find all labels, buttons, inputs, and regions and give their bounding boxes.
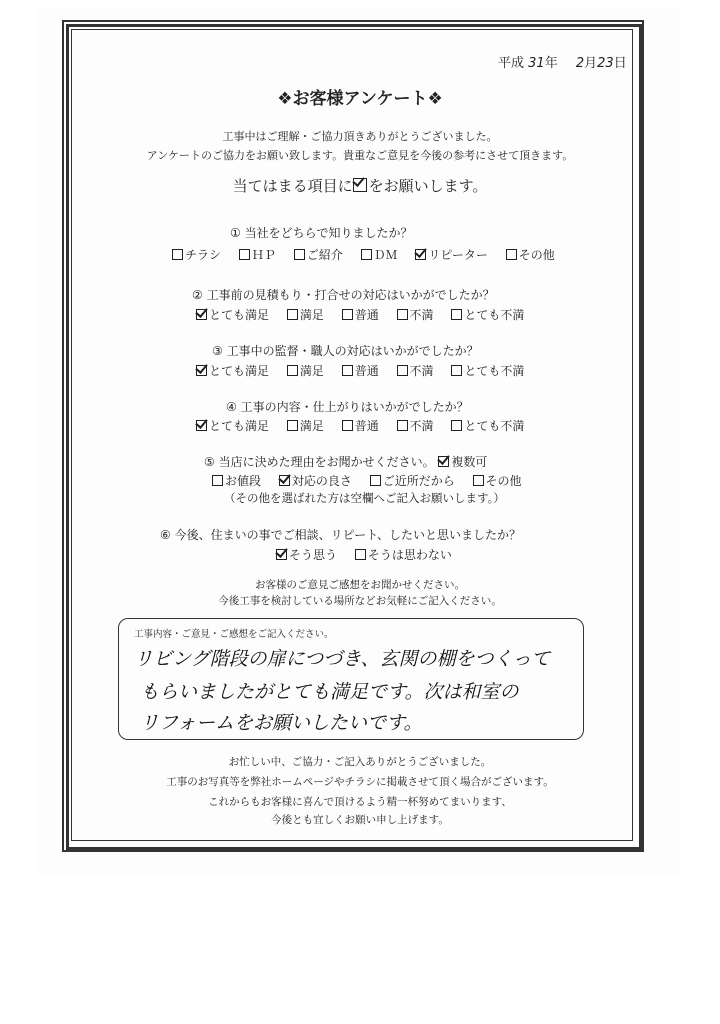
- q4-option-satisfied[interactable]: [287, 419, 324, 433]
- option-label: とても満足: [209, 308, 270, 322]
- checkbox-icon[interactable]: [451, 309, 462, 320]
- q5-option-service[interactable]: [279, 474, 352, 488]
- option-label: チラシ: [185, 248, 222, 262]
- question-5-text: ⑤ 当店に決めた理由をお聞かせください。: [204, 455, 435, 469]
- q3-option-very-satisfied[interactable]: [196, 364, 269, 378]
- closing-line-4: 今後とも宜しくお願い申し上げます。: [271, 814, 449, 826]
- instruction-after: をお願いします。: [368, 177, 488, 195]
- instruction: [0, 175, 720, 196]
- question-3: ③ 工事中の監督・職人の対応はいかがでしたか？: [212, 344, 479, 358]
- q5-option-nearby[interactable]: [370, 474, 455, 488]
- checkbox-icon[interactable]: [287, 420, 298, 431]
- q3-options: [196, 362, 538, 379]
- checkbox-icon[interactable]: [370, 475, 381, 486]
- feedback-prompt-2: 今後工事を検討している場所などお気軽にご記入ください。: [218, 595, 502, 607]
- q1-option-repeater[interactable]: [415, 248, 488, 262]
- q3-option-very-dissatisfied[interactable]: [451, 364, 524, 378]
- option-label: とても不満: [464, 308, 525, 322]
- checkbox-icon[interactable]: [294, 249, 305, 260]
- checkbox-icon[interactable]: [172, 249, 183, 260]
- checkbox-icon[interactable]: [397, 420, 408, 431]
- checkbox-icon[interactable]: [342, 365, 353, 376]
- option-label: ご紹介: [306, 248, 343, 262]
- question-5: [204, 453, 487, 470]
- option-label: 普通: [354, 364, 379, 378]
- option-label: そうは思わない: [367, 548, 452, 562]
- checkbox-icon[interactable]: [506, 249, 517, 260]
- option-label: とても満足: [209, 419, 270, 433]
- q1-option-flyer[interactable]: [172, 248, 221, 262]
- checkbox-icon[interactable]: [361, 249, 372, 260]
- closing-line-1: お忙しい中、ご協力・ご記入ありがとうございました。: [228, 756, 492, 768]
- q4-options: [196, 417, 538, 434]
- intro-line-2: アンケートのご協力をお願い致します。貴重なご意見を今後の参考にさせて頂きます。: [146, 149, 574, 162]
- option-label: そう思う: [289, 548, 338, 562]
- question-2: ② 工事前の見積もり・打合せの対応はいかがでしたか？: [192, 288, 495, 302]
- checkbox-icon[interactable]: [342, 309, 353, 320]
- option-label: 普通: [354, 308, 379, 322]
- checkbox-icon[interactable]: [397, 365, 408, 376]
- option-label: お値段: [225, 474, 262, 488]
- q1-options: [172, 246, 569, 263]
- option-label: 不満: [409, 364, 434, 378]
- q4-option-dissatisfied[interactable]: [397, 419, 434, 433]
- comment-line-2: もらいましたがとても満足です。次は和室の: [140, 681, 519, 703]
- checkbox-icon[interactable]: [287, 365, 298, 376]
- option-label: リピーター: [428, 248, 488, 262]
- q2-option-very-dissatisfied[interactable]: [451, 308, 524, 322]
- question-4: ④ 工事の内容・仕上がりはいかがでしたか？: [226, 400, 469, 414]
- date-era: 平成: [498, 56, 525, 71]
- page-title: ❖お客様アンケート❖: [277, 89, 443, 109]
- q3-option-normal[interactable]: [342, 364, 379, 378]
- q2-option-normal[interactable]: [342, 308, 379, 322]
- date-year: 31: [528, 56, 545, 71]
- q6-options: [276, 546, 466, 563]
- closing-line-3: これからもお客様に喜んで頂けるよう精一杯努めてまいります、: [208, 796, 512, 808]
- question-1: ① 当社をどちらで知りましたか？: [230, 226, 413, 240]
- checkbox-icon[interactable]: [473, 475, 484, 486]
- option-label: ＨＰ: [251, 248, 276, 262]
- option-label: 不満: [409, 419, 434, 433]
- multi-select-note: 複数可: [451, 455, 488, 469]
- option-label: その他: [518, 248, 555, 262]
- option-label: ＤＭ: [373, 248, 398, 262]
- comment-line-3: リフォームをお願いしたいです。: [140, 712, 423, 734]
- option-label: 満足: [299, 364, 324, 378]
- comment-line-1: リビング階段の扉につづき、玄関の棚をつくって: [134, 648, 551, 670]
- checkbox-icon[interactable]: [342, 420, 353, 431]
- q5-options: [212, 472, 536, 489]
- date-day: 23: [597, 56, 614, 71]
- option-label: 不満: [409, 308, 434, 322]
- option-label: とても不満: [464, 419, 525, 433]
- q4-option-very-satisfied[interactable]: [196, 419, 269, 433]
- checked-checkbox-icon[interactable]: [196, 365, 207, 376]
- date-month: 2: [575, 56, 585, 71]
- intro-line-1: 工事中はご理解・ご協力頂きありがとうございました。: [222, 130, 498, 143]
- q5-option-other[interactable]: [473, 474, 522, 488]
- question-6: ⑥ 今後、住まいの事でご相談、リピート、したいと思いましたか？: [160, 528, 522, 542]
- q2-options: [196, 306, 538, 323]
- checkbox-icon[interactable]: [355, 549, 366, 560]
- date-month-unit: 月: [584, 56, 598, 71]
- checked-checkbox-icon[interactable]: [279, 475, 290, 486]
- checkbox-icon[interactable]: [212, 475, 223, 486]
- q5-note: （その他を選ばれた方は空欄へご記入お願いします。）: [224, 491, 505, 505]
- q3-option-satisfied[interactable]: [287, 364, 324, 378]
- option-label: 満足: [299, 419, 324, 433]
- q1-option-hp[interactable]: [239, 248, 276, 262]
- checkbox-icon[interactable]: [287, 309, 298, 320]
- option-label: とても不満: [464, 364, 525, 378]
- option-label: ご近所だから: [382, 474, 455, 488]
- q1-option-referral[interactable]: [294, 248, 343, 262]
- q2-option-very-satisfied[interactable]: [196, 308, 269, 322]
- q4-option-normal[interactable]: [342, 419, 379, 433]
- q2-option-satisfied[interactable]: [287, 308, 324, 322]
- checked-checkbox-icon[interactable]: [276, 549, 287, 560]
- q3-option-dissatisfied[interactable]: [397, 364, 434, 378]
- option-label: 満足: [299, 308, 324, 322]
- checkbox-example-icon: [353, 178, 367, 192]
- q4-option-very-dissatisfied[interactable]: [451, 419, 524, 433]
- option-label: 普通: [354, 419, 379, 433]
- q6-option-no[interactable]: [355, 548, 452, 562]
- checked-checkbox-icon[interactable]: [196, 309, 207, 320]
- q6-option-yes[interactable]: [276, 548, 337, 562]
- checkbox-icon[interactable]: [451, 420, 462, 431]
- instruction-before: 当てはまる項目に: [232, 177, 353, 195]
- q1-option-other[interactable]: [506, 248, 555, 262]
- q2-option-dissatisfied[interactable]: [397, 308, 434, 322]
- checkbox-icon[interactable]: [239, 249, 250, 260]
- closing-line-2: 工事のお写真等を弊社ホームページやチラシに掲載させて頂く場合がございます。: [166, 776, 554, 788]
- checkbox-icon[interactable]: [451, 365, 462, 376]
- option-label: とても満足: [209, 364, 270, 378]
- feedback-prompt-1: お客様のご意見ご感想をお聞かせください。: [255, 579, 465, 591]
- q1-option-dm[interactable]: [361, 248, 398, 262]
- checkbox-icon[interactable]: [397, 309, 408, 320]
- checked-checkbox-icon[interactable]: [415, 249, 426, 260]
- date-year-unit: 年: [544, 56, 558, 71]
- option-label: その他: [485, 474, 522, 488]
- option-label: 対応の良さ: [291, 474, 352, 488]
- date-day-unit: 日: [613, 56, 627, 71]
- comment-label: 工事内容・ご意見・ご感想をご記入ください。: [134, 629, 334, 640]
- checked-checkbox-icon: [438, 456, 449, 467]
- checked-checkbox-icon[interactable]: [196, 420, 207, 431]
- date-line: [498, 52, 627, 71]
- q5-option-price[interactable]: [212, 474, 261, 488]
